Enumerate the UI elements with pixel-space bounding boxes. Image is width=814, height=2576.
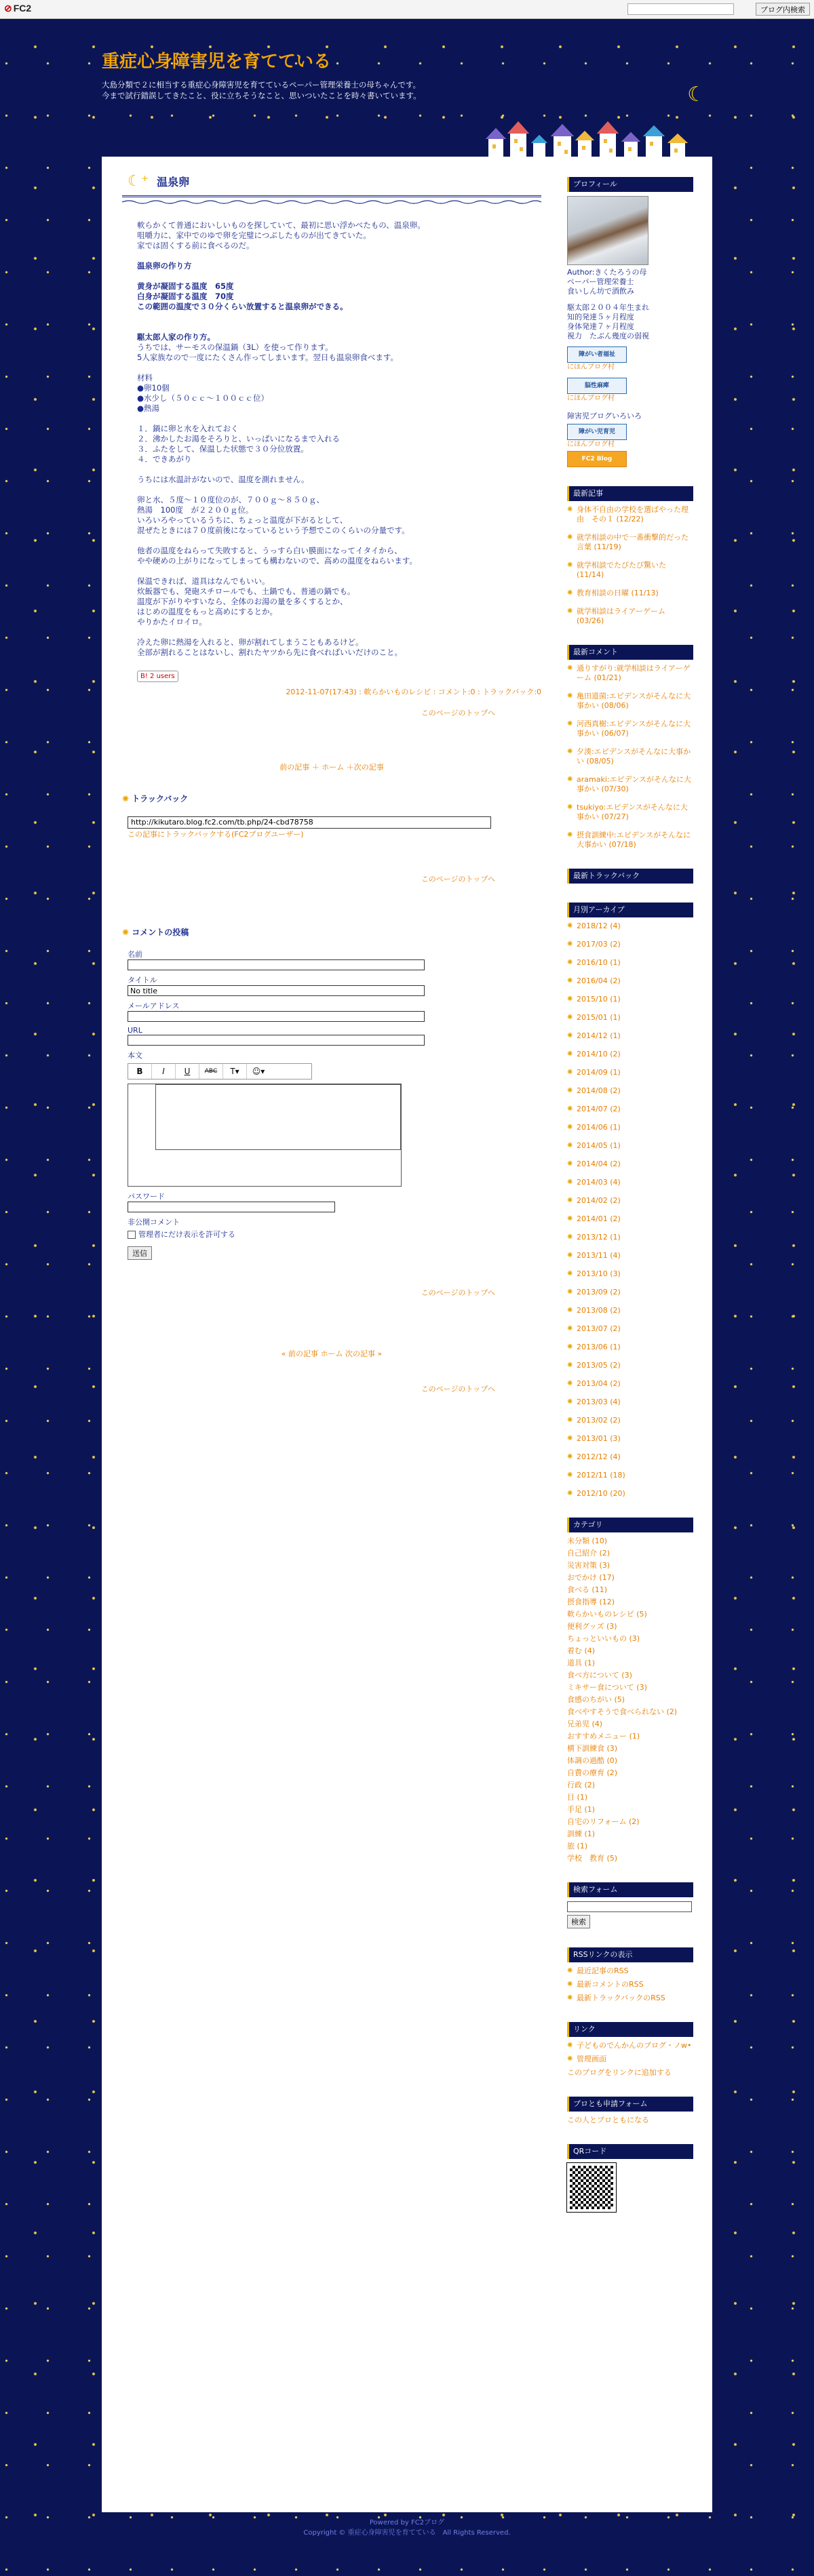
archive-link[interactable]: ✺ 2016/04 (2) <box>567 976 693 986</box>
url-field[interactable] <box>128 1035 425 1046</box>
category-link[interactable]: 自宅のリフォーム (2) <box>567 1817 640 1826</box>
archive-link[interactable]: ✺ 2013/10 (3) <box>567 1269 693 1279</box>
category-heading: カテゴリ <box>567 1518 693 1532</box>
category-link[interactable]: 手足 (1) <box>567 1805 596 1814</box>
to-top-link[interactable]: このページのトップへ <box>421 709 495 717</box>
banner-caption[interactable]: にほんブログ村 <box>567 363 615 371</box>
entry-footer <box>122 686 541 697</box>
email-field[interactable] <box>128 1011 425 1022</box>
page-container <box>102 157 712 2537</box>
archive-link[interactable]: ✺ 2013/01 (3) <box>567 1434 693 1444</box>
archive-link[interactable]: ✺ 2014/01 (2) <box>567 1214 693 1224</box>
search-heading: 検索フォーム <box>567 1882 693 1897</box>
recent-heading: 最新記事 <box>567 486 693 501</box>
mail-label: メールアドレス <box>128 1002 180 1010</box>
comment-link[interactable]: ✺ tsukiyo:エピデンスがそんなに大事かい (07/27) <box>567 803 693 822</box>
category-link[interactable]: 道具 (1) <box>567 1659 596 1667</box>
secret-label: 非公開コメント <box>128 1218 180 1227</box>
password-field[interactable] <box>128 1202 335 1212</box>
to-top-link[interactable]: このページのトップへ <box>421 1288 495 1297</box>
archive-link[interactable]: ✺ 2012/11 (18) <box>567 1471 693 1480</box>
category-link[interactable]: 旅 (1) <box>567 1842 588 1850</box>
wavy-divider <box>122 199 541 205</box>
title-field[interactable] <box>128 985 425 996</box>
comment-link[interactable]: ✺ 河西真樹:エピデンスがそんなに大事かい (06/07) <box>567 719 693 738</box>
entry-header <box>122 169 541 197</box>
powered-by[interactable]: Powered by FC2ブログ <box>369 2519 445 2527</box>
italic-button[interactable]: I <box>152 1064 176 1079</box>
archive-link[interactable]: ✺ 2013/05 (2) <box>567 1361 693 1370</box>
comment-form <box>128 949 541 1260</box>
entry-pager[interactable]: 前の記事 ＋ ホーム ＋次の記事 <box>279 763 384 772</box>
welfare-banner[interactable]: 障がい者福祉 <box>567 346 627 363</box>
strike-button[interactable]: ABC <box>199 1064 223 1079</box>
archive-link[interactable]: ✺ 2014/07 (2) <box>567 1105 693 1114</box>
archive-link[interactable]: ✺ 2013/07 (2) <box>567 1324 693 1334</box>
blog-header <box>102 47 712 163</box>
search-input[interactable] <box>567 1901 692 1912</box>
archive-link[interactable]: ✺ 2014/09 (1) <box>567 1068 693 1077</box>
category-link[interactable]: 軟らかいものレシピ (5) <box>567 1610 647 1619</box>
search-button[interactable]: 検索 <box>567 1915 590 1928</box>
archive-link[interactable]: ✺ 2015/01 (1) <box>567 1013 693 1023</box>
archive-link[interactable]: ✺ 2014/12 (1) <box>567 1031 693 1041</box>
to-top-link[interactable]: このページのトップへ <box>421 1385 495 1393</box>
rss-link[interactable]: ✺ 最新コメントのRSS <box>567 1980 693 1989</box>
entry-body: 軟らかくて普通においしいものを探していて、最初に思い浮かべたもの、温泉卵。 咀嚼力に、家中でのゆで卵を完璧につぶしたものが出てきていた。 家では固くする前に食べるのだ。 温泉卵の作り方 黄身が凝固する温度 65度 白身が凝固する温度 70度 この範囲の温度で３０分くらい放置すると温泉卵ができる。 駆太郎人家の作り方。 うちでは、サーモスの保温鍋（3L）を使って作ります。 5人家族なので一度にたくさん作ってしまいます。翌日も温泉卵食べます。 材料 ●卵10個 ●水少し（５０ｃｃ～１００ｃｃ位） ●熱湯 １．鍋に卵と水を入れておく ２．沸かしたお湯をそろりと、いっぱいになるまで入れる ３．ふたをして、保温した状態で３０分位放置。 ４．できあがり うちには水温計がないので、温度を測れません。 卵と水、５度～１０度位のが、７００ｇ～８５０ｇ、 熱湯 100度 が２２００ｇ位。 いろいろやっているうちに、ちょっと温度が下がるとして、 混ぜたときには７０度前後になっているという予想でこのくらいの分量です。 他者の温度をねらって失敗すると、うっすら白い膜面になってイタイから、 やや硬めの上がりになってしまっても構わないので、高めの温度をねらいます。 保温できれば、道具はなんでもいい。 炊飯器でも、発砲スチロールでも、土鍋でも、普通の鍋でも。 温度が下がりやすいなら、全体のお湯の量を多くするとか、 はじめの温度をもっと高めにするとか。 やりかたイロイロ。 冷えた卵に熱湯を入れると、卵が割れてしまうこともあるけど。 全部が割れることはないし、割れたヤツから先に食べればいいだけのこと。 B! 2 users <box>122 207 541 682</box>
friend-link[interactable]: この人とブロともになる <box>567 2116 649 2124</box>
blog-description: 大島分類で２に相当する重症心身障害児を育てているペーパー管理栄養士の母ちゃんです。 今まで試行錯誤してきたこと、役に立ちそうなこと、思いついたことを時々書いています。 <box>102 80 421 100</box>
archive-link[interactable]: ✺ 2013/08 (2) <box>567 1306 693 1315</box>
copyright: Copyright © 重症心身障害児を育てている All Rights Reserved. <box>303 2529 511 2537</box>
name-label: 名前 <box>128 950 142 959</box>
sidebar <box>567 177 693 2231</box>
category-link[interactable]: ちょっといいもの (3) <box>567 1634 640 1643</box>
blog-title[interactable]: 重症心身障害児を育てている <box>102 52 332 72</box>
category-link[interactable]: 行政 (2) <box>567 1781 596 1789</box>
blog-search-button[interactable]: ブログ内検索 <box>756 3 810 16</box>
trackback-url-field[interactable] <box>128 816 491 829</box>
category-link[interactable]: 自己紹介 (2) <box>567 1549 610 1558</box>
underline-button[interactable]: U <box>176 1064 199 1079</box>
bold-button[interactable]: B <box>128 1064 152 1079</box>
banner-caption[interactable]: にほんブログ村 <box>567 395 615 402</box>
name-field[interactable] <box>128 959 425 970</box>
fc2-logo[interactable]: ⊘ FC2 <box>4 3 32 14</box>
comment-heading: ✺ コメントの投稿 <box>122 928 189 937</box>
rss-link[interactable]: ✺ 最近記事のRSS <box>567 1966 693 1976</box>
profile-photo <box>567 196 648 265</box>
archive-link[interactable]: ✺ 2014/03 (4) <box>567 1178 693 1187</box>
font-size-button[interactable]: T▾ <box>223 1064 247 1079</box>
trackback-heading: ✺ トラックバック <box>122 794 189 804</box>
archive-link[interactable]: ✺ 2014/05 (1) <box>567 1141 693 1151</box>
comment-link[interactable]: ✺ 摂食訓練中:エピデンスがそんなに大事かい (07/18) <box>567 831 693 850</box>
category-link[interactable]: 学校 教育 (5) <box>567 1854 618 1863</box>
category-link[interactable]: 未分類 (10) <box>567 1537 608 1545</box>
category-link[interactable]: 体調の過酷 (0) <box>567 1756 618 1765</box>
comment-link[interactable]: ✺ 夕湊:エピデンスがそんなに大事かい (08/05) <box>567 747 693 766</box>
password-label: パスワード <box>128 1192 165 1201</box>
recent-entry-link[interactable]: ✺ 就学相談はライアーゲーム (03/26) <box>567 607 693 626</box>
archive-link[interactable]: ✺ 2016/10 (1) <box>567 958 693 968</box>
title-label: タイトル <box>128 976 157 985</box>
secret-checkbox[interactable]: 管理者にだけ表示を許可する <box>128 1229 541 1240</box>
qr-block <box>567 2144 693 2212</box>
star-icon: ✺ <box>122 928 130 937</box>
recent-entry-link[interactable]: ✺ 就学相談でたびたび驚いた (11/14) <box>567 561 693 580</box>
links-heading: リンク <box>567 2022 693 2037</box>
hatena-bookmark-button[interactable]: B! 2 users <box>137 671 178 682</box>
friend-heading: ブロとも申請フォーム <box>567 2097 693 2112</box>
recent-entry-link[interactable]: ✺ 就学相談の中で一番衝撃的だった言葉 (11/19) <box>567 533 693 552</box>
category-link[interactable]: 目 (1) <box>567 1793 588 1802</box>
link-item[interactable]: ✺ 管理画面 <box>567 2055 693 2064</box>
entry-title[interactable]: 温泉卵 <box>157 176 190 189</box>
comment-link[interactable]: ✺ 通りすがり:就学相談はライアーゲーム (01/21) <box>567 664 693 683</box>
category-link[interactable]: 食べ方について (3) <box>567 1671 632 1680</box>
search-block <box>567 1882 693 1928</box>
category-link[interactable]: 着む (4) <box>567 1646 596 1655</box>
link-item[interactable]: ✺ 子どものでんかんのブログ・ノw• <box>567 2041 693 2050</box>
banner-label: 障害児ブログいろいろ <box>567 412 642 420</box>
archive-link[interactable]: ✺ 2014/10 (2) <box>567 1050 693 1059</box>
recent-entries <box>567 486 693 626</box>
rss-heading: RSSリンクの表示 <box>567 1947 693 1962</box>
monthly-archive <box>567 903 693 1499</box>
child-banner[interactable]: 障がい児育児 <box>567 424 627 440</box>
archive-link[interactable]: ✺ 2013/12 (1) <box>567 1233 693 1242</box>
category-link[interactable]: 摂食指導 (12) <box>567 1598 615 1606</box>
recent-entry-link[interactable]: ✺ 教育相談の日曜 (11/13) <box>567 589 693 598</box>
comment-link[interactable]: ✺ aramaki:エピデンスがそんなに大事かい (07/30) <box>567 775 693 794</box>
archive-link[interactable]: ✺ 2013/06 (1) <box>567 1343 693 1352</box>
emoji-button[interactable]: ☺▾ <box>252 1067 265 1076</box>
category-link[interactable]: 横下訓練食 (3) <box>567 1744 618 1753</box>
body-label: 本文 <box>128 1051 142 1060</box>
entry-meta-link[interactable]: 2012-11-07(17:43) : 軟らかいものレシピ : コメント:0 : トラックバック:0 <box>286 688 541 696</box>
category-link[interactable]: おでかけ (17) <box>567 1573 615 1582</box>
submit-button[interactable]: 送信 <box>128 1246 152 1260</box>
main-column <box>122 169 541 1394</box>
category-link[interactable]: 食感のちがい (5) <box>567 1695 625 1704</box>
archive-link[interactable]: ✺ 2013/09 (2) <box>567 1288 693 1297</box>
banner-caption[interactable]: にほんブログ村 <box>567 441 615 448</box>
qr-code <box>567 2163 616 2212</box>
moon-icon: ☾⁺ <box>128 173 149 190</box>
recent-entry-link[interactable]: ✺ 身体不自由の学校を選ばやった理由 その１ (12/22) <box>567 505 693 524</box>
category-link[interactable]: 食べやすそうで食べられない (2) <box>567 1707 678 1716</box>
editor-toolbar <box>128 1063 312 1079</box>
category-link[interactable]: ミキサー食について (3) <box>567 1683 647 1692</box>
moon-icon: ☾ <box>687 83 705 106</box>
profile-block <box>567 177 693 477</box>
archive-link[interactable]: ✺ 2012/10 (20) <box>567 1489 693 1499</box>
qr-heading: QRコード <box>567 2144 693 2159</box>
archive-link[interactable]: ✺ 2017/03 (2) <box>567 940 693 949</box>
category-link[interactable]: 訓練 (1) <box>567 1829 596 1838</box>
category-link[interactable]: 災害対策 (3) <box>567 1561 610 1570</box>
rss-block <box>567 1947 693 2003</box>
category-link[interactable]: おすすめメニュー (1) <box>567 1732 640 1741</box>
add-link[interactable]: このブログをリンクに追加する <box>567 2068 672 2077</box>
archive-link[interactable]: ✺ 2013/02 (2) <box>567 1416 693 1425</box>
category-link[interactable]: 食べる (11) <box>567 1585 608 1594</box>
archive-link[interactable]: ✺ 2014/06 (1) <box>567 1123 693 1132</box>
rss-link[interactable]: ✺ 最新トラックバックのRSS <box>567 1994 693 2003</box>
archive-link[interactable]: ✺ 2014/02 (2) <box>567 1196 693 1206</box>
profile-author: Author:きくたろうの母 ペーパー管理栄養士 食いしん坊で酒飲み <box>567 268 647 296</box>
comment-body-inner[interactable] <box>155 1084 401 1150</box>
fc2-toolbar <box>0 0 814 19</box>
category-link[interactable]: 便利グッズ (3) <box>567 1622 617 1631</box>
page-footer <box>102 2516 712 2537</box>
category-block <box>567 1518 693 1863</box>
archive-link[interactable]: ✺ 2013/04 (2) <box>567 1379 693 1389</box>
profile-child: 駆太郎２００４年生まれ 知的発達５ヶ月程度 身体発達７ヶ月程度 視力 たぶん幾度の弱視 <box>567 303 649 340</box>
archive-link[interactable]: ✺ 2014/08 (2) <box>567 1086 693 1096</box>
archive-link[interactable]: ✺ 2012/12 (4) <box>567 1452 693 1462</box>
cp-banner[interactable]: 脳性麻痺 <box>567 378 627 394</box>
category-link[interactable]: 兄弟児 (4) <box>567 1720 603 1728</box>
trackback-link[interactable]: この記事にトラックバックする(FC2ブログユーザー) <box>128 830 304 839</box>
blog-search-input[interactable] <box>627 3 734 15</box>
comments-heading: 最新コメント <box>567 645 693 660</box>
trackbacks-heading: 最新トラックバック <box>567 869 693 884</box>
archive-link[interactable]: ✺ 2015/10 (1) <box>567 995 693 1004</box>
recent-trackbacks <box>567 869 693 884</box>
links-block <box>567 2022 693 2078</box>
comment-body-field[interactable] <box>128 1084 402 1187</box>
fc2-ranking-banner[interactable]: FC2 Blog Ranking <box>567 451 627 467</box>
bottom-pager[interactable]: « 前の記事 ホーム 次の記事 » <box>281 1349 383 1358</box>
archive-link[interactable]: ✺ 2018/12 (4) <box>567 922 693 931</box>
to-top-link[interactable]: このページのトップへ <box>421 875 495 884</box>
archive-link[interactable]: ✺ 2013/03 (4) <box>567 1398 693 1407</box>
category-link[interactable]: 自費の療育 (2) <box>567 1768 618 1777</box>
archive-link[interactable]: ✺ 2013/11 (4) <box>567 1251 693 1261</box>
url-label: URL <box>128 1026 142 1035</box>
archive-link[interactable]: ✺ 2014/04 (2) <box>567 1160 693 1169</box>
comment-link[interactable]: ✺ 亀田道菌:エピデンスがそんなに大事かい (08/06) <box>567 692 693 711</box>
profile-heading: プロフィール <box>567 177 693 192</box>
star-icon: ✺ <box>122 794 130 804</box>
friend-block <box>567 2097 693 2125</box>
archive-heading: 月別アーカイブ <box>567 903 693 917</box>
recent-comments <box>567 645 693 850</box>
